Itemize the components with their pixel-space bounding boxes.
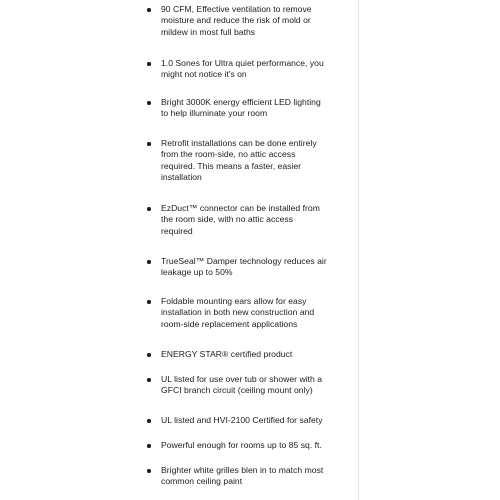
feature-item [147, 97, 359, 120]
feature-text: Brighter white grilles blen in to match most common ceiling paint [161, 465, 324, 487]
feature-text: TrueSeal™ Damper technology reduces air leakage up to 50% [161, 256, 327, 278]
feature-item [147, 203, 359, 237]
bullet-icon [147, 101, 151, 105]
bullet-icon [147, 8, 151, 12]
bullet-icon [147, 62, 151, 66]
feature-item [147, 440, 359, 451]
feature-text: UL listed and HVI-2100 Certified for safety [161, 415, 323, 425]
feature-item [147, 374, 359, 397]
bullet-icon [147, 260, 151, 264]
feature-item [147, 4, 359, 38]
feature-item [147, 415, 359, 426]
bullet-icon [147, 419, 151, 423]
bullet-icon [147, 353, 151, 357]
feature-item [147, 349, 359, 360]
feature-text: UL listed for use over tub or shower with a GFCI branch circuit (ceiling mount only) [161, 374, 323, 396]
bullet-icon [147, 444, 151, 448]
feature-item [147, 138, 359, 183]
feature-item [147, 58, 359, 81]
bullet-icon [147, 207, 151, 211]
feature-item [147, 465, 359, 488]
feature-text: Foldable mounting ears allow for easy installation in both new construction and room-side replacement applications [161, 296, 315, 329]
feature-item [147, 296, 359, 330]
feature-text: Bright 3000K energy efficient LED lighting to help illuminate your room [161, 97, 321, 119]
feature-item [147, 256, 359, 279]
feature-text: 90 CFM, Effective ventilation to remove moisture and reduce the risk of mold or mildew in most full baths [161, 4, 312, 37]
bullet-icon [147, 469, 151, 473]
feature-text: Retrofit installations can be done entirely from the room-side, no attic access required. This means a faster, easier installation [161, 138, 317, 182]
feature-text: EzDuct™ connector can be installed from the room side, with no attic access required [161, 203, 320, 236]
feature-text: Powerful enough for rooms up to 85 sq. ft. [161, 440, 322, 450]
feature-text: 1.0 Sones for Ultra quiet performance, you might not notice it's on [161, 58, 324, 80]
feature-text: ENERGY STAR® certified product [161, 349, 293, 359]
bullet-icon [147, 142, 151, 146]
bullet-icon [147, 300, 151, 304]
bullet-icon [147, 378, 151, 382]
